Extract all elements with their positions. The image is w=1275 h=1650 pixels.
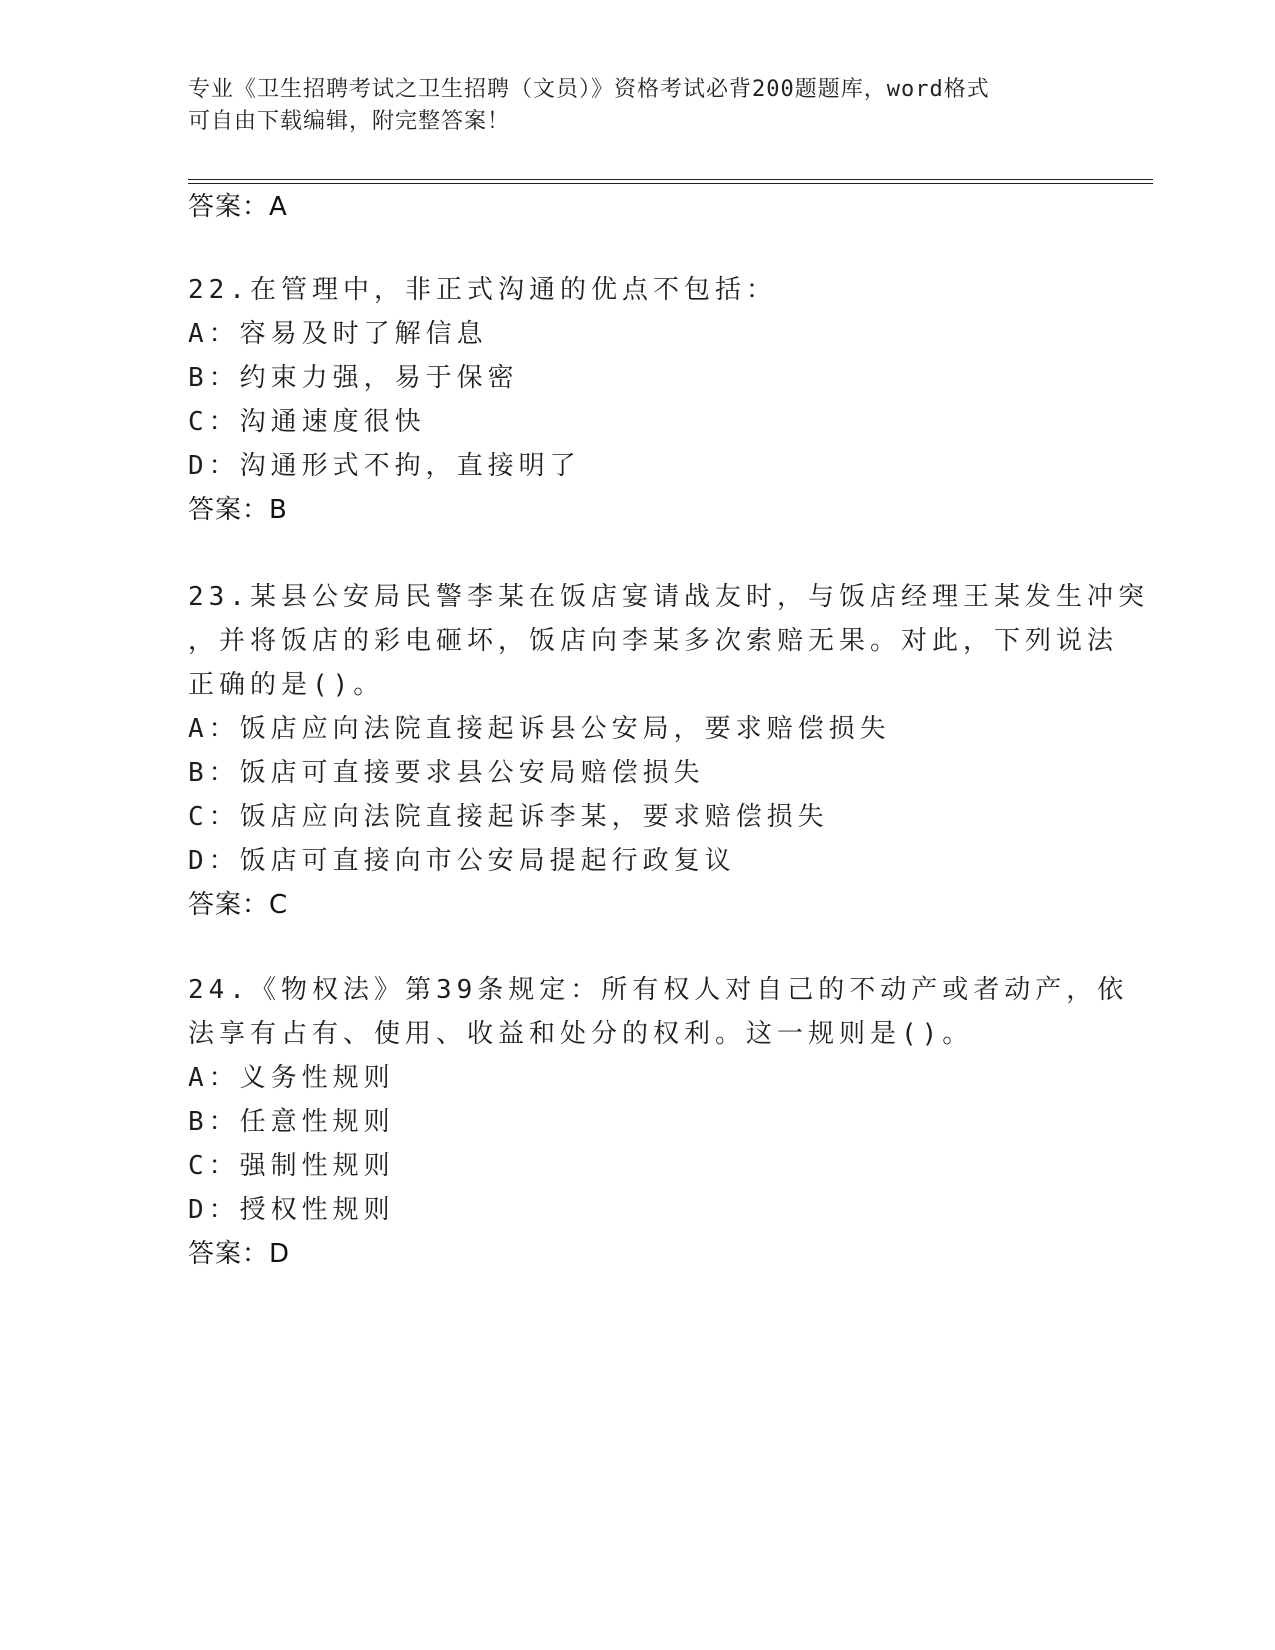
question-24-stem-line-1: 24.《物权法》第39条规定：所有权人对自己的不动产或者动产，依 xyxy=(188,975,1129,1005)
question-22-option-d: D：沟通形式不拘，直接明了 xyxy=(188,451,581,481)
question-23-option-c: C：饭店应向法院直接起诉李某，要求赔偿损失 xyxy=(188,802,829,832)
question-22-stem: 22.在管理中，非正式沟通的优点不包括： xyxy=(188,275,777,305)
question-24-option-d: D：授权性规则 xyxy=(188,1195,395,1225)
header-line-2: 可自由下载编辑，附完整答案！ xyxy=(188,109,511,134)
question-23-stem-line-2: ，并将饭店的彩电砸坏，饭店向李某多次索赔无果。对此，下列说法 xyxy=(188,626,1119,656)
question-24-option-c: C：强制性规则 xyxy=(188,1151,395,1181)
question-23-option-a: A：饭店应向法院直接起诉县公安局，要求赔偿损失 xyxy=(188,714,891,744)
previous-answer: 答案：A xyxy=(188,192,288,222)
question-23-answer: 答案：C xyxy=(188,890,289,920)
question-23-option-b: B：饭店可直接要求县公安局赔偿损失 xyxy=(188,758,705,788)
question-23-stem-line-3: 正确的是()。 xyxy=(188,670,385,700)
header-rule-bottom xyxy=(188,183,1153,184)
question-24-stem-line-2: 法享有占有、使用、收益和处分的权利。这一规则是()。 xyxy=(188,1019,974,1049)
question-24-answer: 答案：D xyxy=(188,1239,291,1269)
header-rule-top xyxy=(188,179,1153,180)
question-23-stem-line-1: 23.某县公安局民警李某在饭店宴请战友时，与饭店经理王某发生冲突 xyxy=(188,582,1149,612)
question-22-answer: 答案：B xyxy=(188,495,288,525)
question-24-option-a: A：义务性规则 xyxy=(188,1063,395,1093)
question-24-option-b: B：任意性规则 xyxy=(188,1107,395,1137)
question-22-option-c: C：沟通速度很快 xyxy=(188,407,426,437)
question-22-option-a: A：容易及时了解信息 xyxy=(188,319,488,349)
question-23-option-d: D：饭店可直接向市公安局提起行政复议 xyxy=(188,846,736,876)
header-line-1: 专业《卫生招聘考试之卫生招聘（文员）》资格考试必背200题题库，word格式 xyxy=(188,77,990,102)
document-header xyxy=(188,74,1088,138)
question-22-option-b: B：约束力强，易于保密 xyxy=(188,363,519,393)
